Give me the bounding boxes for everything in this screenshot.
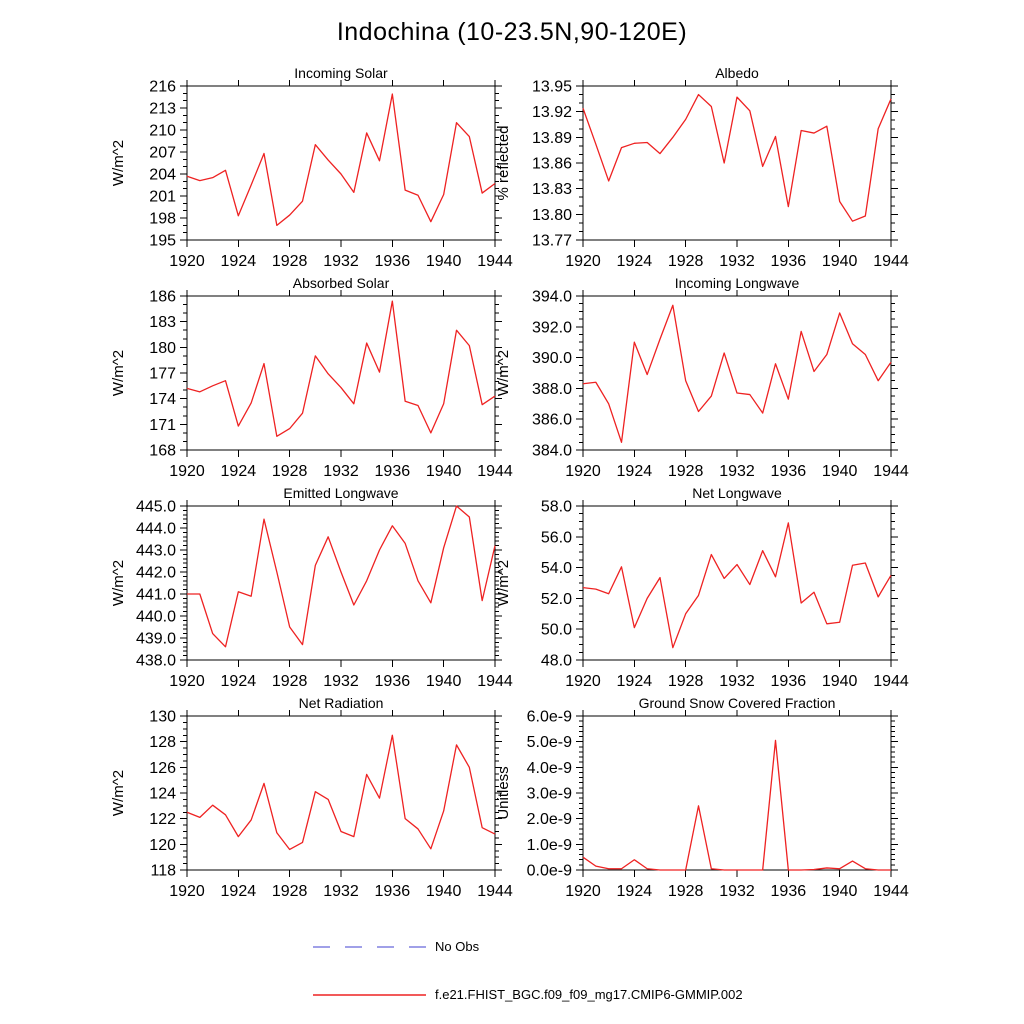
y-tick-label: 0.0e-9 (526, 862, 572, 880)
series-line (187, 506, 495, 647)
x-axis-bottom (169, 240, 513, 270)
x-tick-label: 1944 (873, 463, 909, 480)
y-axis-title: W/m^2 (110, 139, 127, 187)
x-tick-label: 1932 (323, 673, 359, 690)
y-tick-label: 13.86 (531, 155, 572, 173)
legend-label-model-run: f.e21.FHIST_BGC.f09_f09_mg17.CMIP6-GMMIP.002 (435, 987, 743, 1002)
y-axis-title: W/m^2 (110, 769, 127, 817)
plot-frame (583, 296, 891, 450)
panel-title: Incoming Solar (294, 65, 388, 81)
y-axis-left (149, 79, 187, 250)
x-tick-label: 1924 (616, 883, 653, 900)
plot-frame (583, 716, 891, 870)
x-tick-label: 1936 (770, 883, 807, 900)
x-tick-label: 1936 (374, 883, 411, 900)
plot-frame (187, 716, 495, 870)
x-tick-label: 1932 (719, 463, 755, 480)
panel-absorbed-solar (110, 275, 513, 480)
model-run-line-swatch (312, 990, 427, 1000)
y-tick-label: 52.0 (540, 590, 572, 608)
y-tick-label: 438.0 (135, 652, 176, 670)
panel-net-radiation (110, 695, 513, 900)
y-tick-label: 48.0 (540, 652, 572, 670)
y-axis-title: W/m^2 (110, 349, 127, 397)
y-axis-right (891, 716, 898, 870)
legend-item-no-obs (312, 939, 479, 954)
x-tick-label: 1940 (425, 673, 462, 690)
y-tick-label: 6.0e-9 (526, 708, 572, 726)
y-tick-label: 126 (149, 759, 176, 777)
y-tick-label: 440.0 (135, 608, 176, 626)
y-axis-title: Unitless (495, 766, 512, 820)
x-tick-label: 1944 (477, 883, 513, 900)
panel-title: Albedo (715, 65, 759, 81)
y-tick-label: 120 (149, 836, 176, 854)
y-axis-right (891, 86, 898, 240)
y-axis-left (532, 79, 583, 250)
y-tick-label: 58.0 (540, 498, 572, 516)
y-axis-left (149, 709, 187, 880)
y-tick-label: 54.0 (540, 560, 572, 578)
series-line (583, 305, 891, 442)
y-tick-label: 180 (149, 339, 176, 357)
y-tick-label: 2.0e-9 (526, 811, 572, 829)
y-tick-label: 442.0 (135, 564, 176, 582)
y-tick-label: 392.0 (531, 319, 572, 337)
x-tick-label: 1932 (323, 253, 359, 270)
x-tick-label: 1932 (719, 253, 755, 270)
y-tick-label: 213 (149, 100, 176, 118)
x-axis-top (583, 290, 891, 296)
y-tick-label: 13.80 (531, 206, 572, 224)
y-tick-label: 177 (149, 365, 176, 383)
y-tick-label: 1.0e-9 (526, 836, 572, 854)
y-tick-label: 122 (149, 811, 176, 829)
panel-title: Net Longwave (692, 485, 782, 501)
y-tick-label: 124 (149, 785, 176, 803)
panel-net-longwave (495, 485, 909, 690)
y-tick-label: 443.0 (135, 542, 176, 560)
y-axis-title: W/m^2 (110, 559, 127, 607)
y-tick-label: 195 (149, 232, 176, 250)
x-tick-label: 1928 (271, 463, 308, 480)
panel-incoming-longwave (495, 275, 909, 480)
y-tick-label: 441.0 (135, 586, 176, 604)
legend-item-model-run (312, 987, 743, 1002)
panel-title: Incoming Longwave (674, 275, 800, 291)
legend-label-no-obs: No Obs (435, 939, 480, 954)
plot-frame (583, 86, 891, 240)
y-tick-label: 198 (149, 210, 176, 228)
x-axis-top (187, 290, 495, 296)
y-tick-label: 386.0 (531, 411, 572, 429)
x-tick-label: 1944 (873, 883, 909, 900)
y-tick-label: 445.0 (135, 498, 176, 516)
x-tick-label: 1944 (477, 673, 513, 690)
x-tick-label: 1928 (667, 253, 704, 270)
y-tick-label: 186 (149, 288, 176, 306)
series-line (583, 740, 891, 870)
x-tick-label: 1936 (770, 673, 807, 690)
y-tick-label: 130 (149, 708, 176, 726)
panel-title: Absorbed Solar (292, 275, 390, 291)
y-tick-label: 13.89 (531, 129, 572, 147)
x-axis-top (583, 80, 891, 86)
x-tick-label: 1924 (220, 253, 257, 270)
x-tick-label: 1928 (667, 673, 704, 690)
x-tick-label: 1940 (821, 883, 858, 900)
panel-title: Emitted Longwave (283, 485, 399, 501)
x-tick-label: 1936 (374, 463, 411, 480)
y-axis-left (527, 709, 583, 880)
x-tick-label: 1932 (323, 883, 359, 900)
series-line (187, 735, 495, 849)
x-axis-bottom (169, 870, 513, 900)
x-tick-label: 1936 (374, 253, 411, 270)
x-tick-label: 1920 (565, 463, 601, 480)
panel-title: Ground Snow Covered Fraction (638, 695, 836, 711)
y-tick-label: 13.83 (531, 181, 572, 199)
x-axis-top (187, 80, 495, 86)
x-tick-label: 1940 (425, 463, 462, 480)
x-tick-label: 1944 (477, 253, 513, 270)
x-tick-label: 1932 (719, 883, 755, 900)
x-axis-top (187, 500, 495, 506)
y-tick-label: 3.0e-9 (526, 785, 572, 803)
y-axis-left (532, 289, 583, 460)
x-axis-bottom (565, 870, 909, 900)
plot-frame (583, 506, 891, 660)
y-tick-label: 5.0e-9 (526, 734, 572, 752)
y-tick-label: 13.95 (531, 78, 572, 96)
x-tick-label: 1928 (271, 673, 308, 690)
no-obs-dashed-line-swatch (312, 942, 427, 952)
x-tick-label: 1944 (477, 463, 513, 480)
series-line (187, 94, 495, 225)
x-tick-label: 1920 (565, 883, 601, 900)
x-tick-label: 1924 (616, 463, 653, 480)
x-axis-top (583, 500, 891, 506)
x-axis-top (187, 710, 495, 716)
y-tick-label: 128 (149, 734, 176, 752)
x-tick-label: 1928 (667, 883, 704, 900)
x-axis-bottom (169, 450, 513, 480)
y-tick-label: 207 (149, 144, 176, 162)
x-tick-label: 1924 (616, 253, 653, 270)
y-axis-left (541, 499, 583, 670)
x-tick-label: 1928 (271, 253, 308, 270)
x-tick-label: 1920 (169, 883, 205, 900)
y-tick-label: 210 (149, 122, 176, 140)
y-tick-label: 171 (149, 416, 176, 434)
x-tick-label: 1936 (770, 463, 807, 480)
y-tick-label: 204 (149, 166, 176, 184)
x-axis-bottom (169, 660, 513, 690)
y-tick-label: 439.0 (135, 630, 176, 648)
panel-ground-snow-covered-fraction (495, 695, 909, 900)
y-axis-left (149, 289, 187, 460)
y-tick-label: 50.0 (540, 621, 572, 639)
page-title: Indochina (10-23.5N,90-120E) (336, 18, 688, 46)
x-tick-label: 1924 (220, 673, 257, 690)
x-tick-label: 1928 (667, 463, 704, 480)
y-tick-label: 183 (149, 314, 176, 332)
x-tick-label: 1940 (821, 673, 858, 690)
panel-emitted-longwave (110, 485, 513, 690)
x-tick-label: 1940 (425, 253, 462, 270)
y-tick-label: 394.0 (531, 288, 572, 306)
y-tick-label: 388.0 (531, 380, 572, 398)
x-tick-label: 1944 (873, 673, 909, 690)
x-tick-label: 1932 (719, 673, 755, 690)
y-axis-title: W/m^2 (495, 559, 512, 607)
x-tick-label: 1940 (821, 253, 858, 270)
x-tick-label: 1920 (169, 253, 205, 270)
x-axis-bottom (565, 450, 909, 480)
x-axis-bottom (565, 660, 909, 690)
x-axis-top (583, 710, 891, 716)
y-tick-label: 118 (150, 862, 176, 880)
x-tick-label: 1940 (425, 883, 462, 900)
y-axis-title: % reflected (495, 125, 512, 201)
y-tick-label: 168 (149, 442, 176, 460)
y-tick-label: 201 (149, 188, 176, 206)
y-tick-label: 444.0 (135, 520, 176, 538)
y-axis-right (891, 296, 898, 450)
y-tick-label: 384.0 (531, 442, 572, 460)
series-line (583, 95, 891, 222)
x-tick-label: 1936 (770, 253, 807, 270)
panel-incoming-solar (110, 65, 513, 270)
x-tick-label: 1940 (821, 463, 858, 480)
x-tick-label: 1920 (169, 463, 205, 480)
y-axis-right (891, 506, 898, 660)
x-tick-label: 1936 (374, 673, 411, 690)
x-tick-label: 1944 (873, 253, 909, 270)
y-tick-label: 13.92 (531, 104, 572, 122)
series-line (187, 301, 495, 436)
y-tick-label: 174 (149, 391, 176, 409)
x-tick-label: 1924 (220, 463, 257, 480)
y-tick-label: 13.77 (531, 232, 572, 250)
y-tick-label: 216 (149, 78, 176, 96)
x-tick-label: 1924 (220, 883, 257, 900)
y-tick-label: 390.0 (531, 350, 572, 368)
x-tick-label: 1932 (323, 463, 359, 480)
x-tick-label: 1920 (565, 253, 601, 270)
x-tick-label: 1928 (271, 883, 308, 900)
series-line (583, 523, 891, 648)
x-axis-bottom (565, 240, 909, 270)
y-axis-left (136, 499, 187, 670)
x-tick-label: 1920 (169, 673, 205, 690)
panel-title: Net Radiation (298, 695, 384, 711)
panel-albedo (495, 65, 909, 270)
x-tick-label: 1924 (616, 673, 653, 690)
y-axis-title: W/m^2 (495, 349, 512, 397)
x-tick-label: 1920 (565, 673, 601, 690)
y-tick-label: 56.0 (540, 529, 572, 547)
y-tick-label: 4.0e-9 (526, 759, 572, 777)
